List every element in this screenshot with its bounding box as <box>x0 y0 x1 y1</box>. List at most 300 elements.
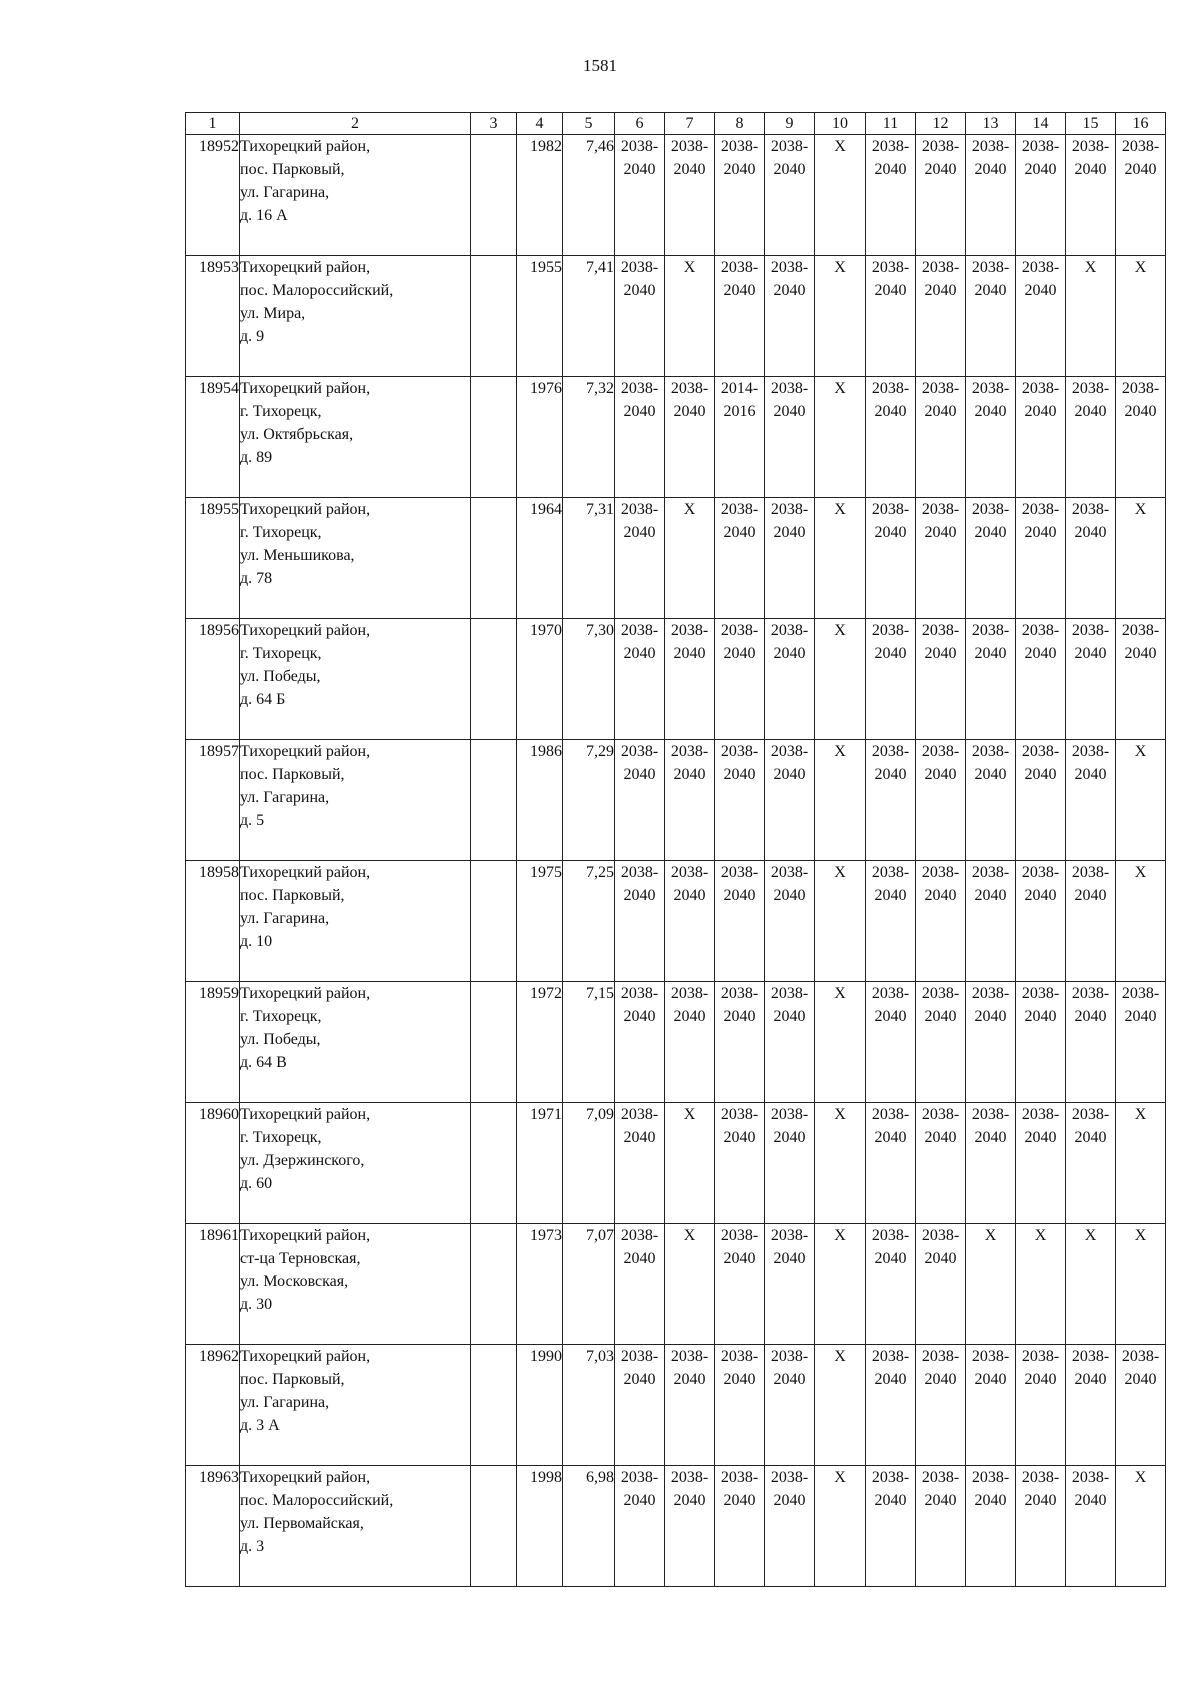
table-row <box>186 498 1166 619</box>
period-line: 2040 <box>924 887 957 904</box>
period-line: 2038- <box>1071 1106 1110 1123</box>
period-cell-col-16 <box>1116 982 1166 1103</box>
year-cell: 1990 <box>517 1345 563 1466</box>
address-line: Тихорецкий район, <box>240 1469 371 1486</box>
column-header-5: 5 <box>563 113 615 135</box>
period-line: 2040 <box>874 1008 907 1025</box>
column-3-cell <box>471 1103 517 1224</box>
address-line: д. 30 <box>240 1296 273 1313</box>
period-cell-col-15 <box>1066 1224 1116 1345</box>
period-line: 2038- <box>971 864 1010 881</box>
period-line: 2038- <box>871 1106 910 1123</box>
period-line: 2038- <box>921 864 960 881</box>
period-line: 2040 <box>773 161 806 178</box>
period-cell-col-8 <box>715 982 765 1103</box>
column-header-2: 2 <box>240 113 471 135</box>
period-cell-col-11 <box>866 740 916 861</box>
period-line: 2038- <box>1021 1106 1060 1123</box>
period-line: 2038- <box>921 138 960 155</box>
period-line: 2040 <box>874 1492 907 1509</box>
period-cell-col-15 <box>1066 619 1116 740</box>
period-line: Х <box>834 138 846 155</box>
address-line: ул. Победы, <box>240 1031 321 1048</box>
period-line: 2014- <box>720 380 759 397</box>
period-line: Х <box>834 380 846 397</box>
period-line: 2038- <box>670 622 709 639</box>
address-line: д. 64 Б <box>240 691 286 708</box>
period-line: Х <box>834 1348 846 1365</box>
period-line: 2038- <box>620 259 659 276</box>
year-cell: 1986 <box>517 740 563 861</box>
period-line: 2038- <box>871 138 910 155</box>
period-cell-col-8 <box>715 740 765 861</box>
address-line: Тихорецкий район, <box>240 864 371 881</box>
value-cell: 7,25 <box>563 861 615 982</box>
period-line: 2040 <box>773 766 806 783</box>
period-line: 2038- <box>770 380 809 397</box>
period-cell-col-13 <box>966 1466 1016 1587</box>
period-line: 2038- <box>720 985 759 1002</box>
period-cell-col-7 <box>665 498 715 619</box>
period-cell-col-9 <box>765 1224 815 1345</box>
period-line: 2038- <box>670 985 709 1002</box>
table-row <box>186 1224 1166 1345</box>
period-line: 2038- <box>921 1106 960 1123</box>
address-cell <box>240 619 471 740</box>
period-line: 2038- <box>620 622 659 639</box>
period-cell-col-14 <box>1016 1345 1066 1466</box>
period-cell-col-13 <box>966 740 1016 861</box>
period-line: 2040 <box>974 887 1007 904</box>
period-cell-col-13 <box>966 619 1016 740</box>
period-line: 2038- <box>921 380 960 397</box>
period-cell-col-12 <box>916 256 966 377</box>
period-cell-col-9 <box>765 135 815 256</box>
period-line: Х <box>834 501 846 518</box>
period-line: 2040 <box>974 1129 1007 1146</box>
period-line: 2040 <box>723 161 756 178</box>
period-line: 2038- <box>971 622 1010 639</box>
period-cell-col-16 <box>1116 740 1166 861</box>
year-cell: 1970 <box>517 619 563 740</box>
period-line: Х <box>683 501 696 518</box>
column-header-6: 6 <box>615 113 665 135</box>
period-line: 2038- <box>1021 622 1060 639</box>
value-cell: 7,31 <box>563 498 615 619</box>
table-body <box>186 135 1166 1587</box>
period-line: 2038- <box>1071 1469 1110 1486</box>
period-line: Х <box>1084 259 1097 276</box>
period-line: 2040 <box>773 282 806 299</box>
address-cell <box>240 1345 471 1466</box>
period-cell-col-13 <box>966 256 1016 377</box>
period-cell-col-12 <box>916 982 966 1103</box>
row-number: 18962 <box>186 1345 240 1466</box>
period-cell-col-7 <box>665 377 715 498</box>
period-cell-col-12 <box>916 619 966 740</box>
address-line: пос. Малороссийский, <box>240 1492 394 1509</box>
address-line: д. 16 А <box>240 207 288 224</box>
period-line: 2040 <box>874 1129 907 1146</box>
period-cell-col-7 <box>665 1224 715 1345</box>
period-cell-col-6 <box>615 1224 665 1345</box>
period-cell-col-8 <box>715 498 765 619</box>
row-number: 18957 <box>186 740 240 861</box>
period-cell-col-11 <box>866 256 916 377</box>
address-line: ул. Московская, <box>240 1273 349 1290</box>
period-cell-col-15 <box>1066 982 1116 1103</box>
period-cell-col-6 <box>615 1103 665 1224</box>
period-line: 2040 <box>773 645 806 662</box>
period-cell-col-16 <box>1116 861 1166 982</box>
period-line: 2038- <box>1071 380 1110 397</box>
value-cell: 6,98 <box>563 1466 615 1587</box>
period-line: 2040 <box>1024 1371 1057 1388</box>
period-cell-col-11 <box>866 498 916 619</box>
period-cell-col-15 <box>1066 1345 1116 1466</box>
period-line: 2038- <box>1121 985 1160 1002</box>
period-cell-col-15 <box>1066 861 1116 982</box>
period-cell-col-14 <box>1016 740 1066 861</box>
period-line: 2016 <box>723 403 756 420</box>
period-cell-col-7 <box>665 982 715 1103</box>
column-3-cell <box>471 982 517 1103</box>
address-cell <box>240 256 471 377</box>
period-line: Х <box>1034 1227 1047 1244</box>
address-line: Тихорецкий район, <box>240 259 371 276</box>
year-cell: 1982 <box>517 135 563 256</box>
period-line: 2038- <box>971 1106 1010 1123</box>
period-cell-col-12 <box>916 1103 966 1224</box>
period-cell-col-11 <box>866 861 916 982</box>
period-line: 2038- <box>770 864 809 881</box>
period-line: 2038- <box>971 985 1010 1002</box>
period-line: 2038- <box>720 1469 759 1486</box>
period-line: 2040 <box>874 1250 907 1267</box>
period-cell-col-8 <box>715 377 765 498</box>
address-cell <box>240 377 471 498</box>
address-line: Тихорецкий район, <box>240 743 371 760</box>
column-header-3: 3 <box>471 113 517 135</box>
period-cell-col-7 <box>665 1466 715 1587</box>
year-cell: 1998 <box>517 1466 563 1587</box>
period-line: 2038- <box>620 138 659 155</box>
period-line: 2038- <box>1021 259 1060 276</box>
column-3-cell <box>471 1224 517 1345</box>
address-line: пос. Парковый, <box>240 161 345 178</box>
period-line: 2040 <box>924 1492 957 1509</box>
period-line: 2038- <box>620 1227 659 1244</box>
period-cell-col-16 <box>1116 1224 1166 1345</box>
period-line: 2040 <box>1024 1008 1057 1025</box>
period-cell-col-9 <box>765 256 815 377</box>
address-line: ул. Гагарина, <box>240 789 330 806</box>
address-line: г. Тихорецк, <box>240 403 322 420</box>
period-line: 2040 <box>723 1008 756 1025</box>
period-cell-col-13 <box>966 377 1016 498</box>
period-line: 2038- <box>971 380 1010 397</box>
period-cell-col-16 <box>1116 498 1166 619</box>
period-line: 2040 <box>874 282 907 299</box>
period-cell-col-8 <box>715 619 765 740</box>
period-cell-col-6 <box>615 377 665 498</box>
period-line: Х <box>834 622 846 639</box>
address-line: д. 60 <box>240 1175 273 1192</box>
period-line: 2040 <box>1124 645 1157 662</box>
row-number: 18963 <box>186 1466 240 1587</box>
period-cell-col-7 <box>665 256 715 377</box>
period-line: 2038- <box>871 1348 910 1365</box>
period-line: 2038- <box>620 1469 659 1486</box>
table-row <box>186 982 1166 1103</box>
period-cell-col-15 <box>1066 377 1116 498</box>
column-3-cell <box>471 740 517 861</box>
period-line: 2040 <box>974 524 1007 541</box>
period-line: 2040 <box>1024 161 1057 178</box>
period-line: 2040 <box>623 1008 656 1025</box>
period-cell-col-12 <box>916 377 966 498</box>
period-cell-col-10 <box>815 135 866 256</box>
period-cell-col-14 <box>1016 135 1066 256</box>
address-line: д. 89 <box>240 449 273 466</box>
period-cell-col-13 <box>966 861 1016 982</box>
period-line: 2040 <box>773 1008 806 1025</box>
period-cell-col-12 <box>916 861 966 982</box>
period-cell-col-14 <box>1016 498 1066 619</box>
period-line: 2038- <box>670 864 709 881</box>
period-cell-col-14 <box>1016 256 1066 377</box>
period-line: 2040 <box>974 403 1007 420</box>
column-header-15: 15 <box>1066 113 1116 135</box>
period-line: Х <box>1134 1106 1147 1123</box>
period-line: 2040 <box>874 403 907 420</box>
period-line: 2038- <box>971 138 1010 155</box>
period-line: 2040 <box>924 1129 957 1146</box>
period-line: 2038- <box>1071 985 1110 1002</box>
period-line: 2038- <box>1071 743 1110 760</box>
period-cell-col-16 <box>1116 619 1166 740</box>
column-header-10: 10 <box>815 113 866 135</box>
header-row <box>186 113 1166 135</box>
period-cell-col-14 <box>1016 377 1066 498</box>
column-header-16: 16 <box>1116 113 1166 135</box>
period-cell-col-14 <box>1016 619 1066 740</box>
period-line: 2038- <box>770 743 809 760</box>
period-line: 2040 <box>924 161 957 178</box>
column-3-cell <box>471 498 517 619</box>
period-cell-col-12 <box>916 740 966 861</box>
period-line: 2038- <box>921 1469 960 1486</box>
table-row <box>186 135 1166 256</box>
period-line: 2038- <box>971 743 1010 760</box>
address-line: д. 64 В <box>240 1054 287 1071</box>
period-line: 2040 <box>1074 1371 1107 1388</box>
period-cell-col-10 <box>815 1345 866 1466</box>
address-line: г. Тихорецк, <box>240 645 322 662</box>
period-cell-col-11 <box>866 1466 916 1587</box>
period-cell-col-8 <box>715 1345 765 1466</box>
period-line: 2040 <box>773 887 806 904</box>
period-line: 2040 <box>1024 887 1057 904</box>
period-line: Х <box>1134 259 1147 276</box>
address-line: д. 9 <box>240 328 265 345</box>
period-line: Х <box>1134 1469 1147 1486</box>
period-cell-col-13 <box>966 1103 1016 1224</box>
address-line: д. 10 <box>240 933 273 950</box>
period-cell-col-10 <box>815 861 866 982</box>
period-cell-col-14 <box>1016 861 1066 982</box>
address-cell <box>240 1466 471 1587</box>
period-line: 2040 <box>1024 524 1057 541</box>
period-line: 2040 <box>1074 1008 1107 1025</box>
period-line: 2040 <box>924 1250 957 1267</box>
period-line: 2040 <box>1024 403 1057 420</box>
period-line: 2040 <box>1124 403 1157 420</box>
period-line: 2040 <box>773 524 806 541</box>
period-cell-col-9 <box>765 377 815 498</box>
period-line: Х <box>834 864 846 881</box>
period-cell-col-6 <box>615 1345 665 1466</box>
period-line: 2040 <box>723 1250 756 1267</box>
row-number: 18953 <box>186 256 240 377</box>
period-line: 2040 <box>623 1129 656 1146</box>
period-cell-col-13 <box>966 1224 1016 1345</box>
period-cell-col-13 <box>966 498 1016 619</box>
period-cell-col-6 <box>615 498 665 619</box>
period-cell-col-16 <box>1116 1103 1166 1224</box>
period-cell-col-16 <box>1116 377 1166 498</box>
period-line: 2038- <box>871 501 910 518</box>
period-cell-col-6 <box>615 861 665 982</box>
period-cell-col-9 <box>765 982 815 1103</box>
period-cell-col-16 <box>1116 1345 1166 1466</box>
period-cell-col-15 <box>1066 1103 1116 1224</box>
period-line: 2038- <box>1021 138 1060 155</box>
address-cell <box>240 1103 471 1224</box>
period-line: 2040 <box>1074 1492 1107 1509</box>
period-line: 2040 <box>673 161 706 178</box>
period-cell-col-11 <box>866 619 916 740</box>
period-cell-col-10 <box>815 377 866 498</box>
period-line: 2040 <box>623 161 656 178</box>
period-line: 2038- <box>720 259 759 276</box>
period-line: 2038- <box>921 985 960 1002</box>
period-line: 2038- <box>1021 380 1060 397</box>
address-line: ст-ца Терновская, <box>240 1250 361 1267</box>
column-header-4: 4 <box>517 113 563 135</box>
table-row <box>186 740 1166 861</box>
period-line: 2040 <box>1024 766 1057 783</box>
period-line: 2040 <box>723 1371 756 1388</box>
row-number: 18955 <box>186 498 240 619</box>
period-line: 2040 <box>773 1250 806 1267</box>
address-line: Тихорецкий район, <box>240 1227 371 1244</box>
period-line: 2040 <box>1124 1371 1157 1388</box>
address-line: д. 78 <box>240 570 273 587</box>
period-line: 2038- <box>1121 380 1160 397</box>
row-number: 18961 <box>186 1224 240 1345</box>
period-line: 2038- <box>871 864 910 881</box>
period-line: 2038- <box>670 380 709 397</box>
period-line: 2038- <box>871 985 910 1002</box>
period-line: 2038- <box>871 1227 910 1244</box>
period-line: 2040 <box>1074 887 1107 904</box>
period-line: 2040 <box>773 403 806 420</box>
period-line: 2040 <box>974 1492 1007 1509</box>
address-line: ул. Дзержинского, <box>240 1152 365 1169</box>
period-line: 2038- <box>770 259 809 276</box>
address-line: Тихорецкий район, <box>240 380 371 397</box>
period-line: 2038- <box>971 1348 1010 1365</box>
period-line: 2038- <box>620 985 659 1002</box>
year-cell: 1976 <box>517 377 563 498</box>
value-cell: 7,30 <box>563 619 615 740</box>
period-line: 2040 <box>623 1492 656 1509</box>
period-line: 2040 <box>974 645 1007 662</box>
period-cell-col-13 <box>966 1345 1016 1466</box>
period-cell-col-9 <box>765 861 815 982</box>
period-line: 2038- <box>1021 864 1060 881</box>
period-line: 2040 <box>1024 1492 1057 1509</box>
table-row <box>186 1466 1166 1587</box>
period-line: 2038- <box>620 864 659 881</box>
period-line: 2040 <box>623 887 656 904</box>
period-cell-col-13 <box>966 982 1016 1103</box>
address-line: г. Тихорецк, <box>240 524 322 541</box>
period-cell-col-16 <box>1116 135 1166 256</box>
period-line: 2038- <box>921 1227 960 1244</box>
period-line: 2038- <box>720 1106 759 1123</box>
address-line: ул. Гагарина, <box>240 1394 330 1411</box>
period-line: Х <box>1134 743 1147 760</box>
period-line: 2040 <box>874 887 907 904</box>
period-line: 2038- <box>620 380 659 397</box>
period-cell-col-9 <box>765 1345 815 1466</box>
period-line: Х <box>834 1106 846 1123</box>
address-cell <box>240 740 471 861</box>
column-3-cell <box>471 377 517 498</box>
period-line: Х <box>683 259 696 276</box>
period-line: 2040 <box>623 766 656 783</box>
year-cell: 1971 <box>517 1103 563 1224</box>
period-cell-col-16 <box>1116 256 1166 377</box>
value-cell: 7,07 <box>563 1224 615 1345</box>
period-line: 2038- <box>770 1469 809 1486</box>
column-3-cell <box>471 861 517 982</box>
column-header-11: 11 <box>866 113 916 135</box>
period-line: 2040 <box>723 1129 756 1146</box>
period-line: 2040 <box>623 1250 656 1267</box>
period-line: 2038- <box>670 743 709 760</box>
period-line: 2040 <box>673 403 706 420</box>
period-line: 2040 <box>874 161 907 178</box>
period-line: 2040 <box>1074 645 1107 662</box>
period-cell-col-9 <box>765 498 815 619</box>
period-line: 2038- <box>871 380 910 397</box>
row-number: 18954 <box>186 377 240 498</box>
period-line: 2038- <box>670 138 709 155</box>
period-line: 2038- <box>620 501 659 518</box>
period-line: 2038- <box>770 1348 809 1365</box>
period-line: 2038- <box>770 138 809 155</box>
period-line: 2040 <box>723 524 756 541</box>
period-line: 2040 <box>924 645 957 662</box>
period-line: 2038- <box>921 1348 960 1365</box>
period-line: 2038- <box>720 864 759 881</box>
period-line: 2040 <box>924 524 957 541</box>
period-cell-col-13 <box>966 135 1016 256</box>
period-line: 2040 <box>924 403 957 420</box>
